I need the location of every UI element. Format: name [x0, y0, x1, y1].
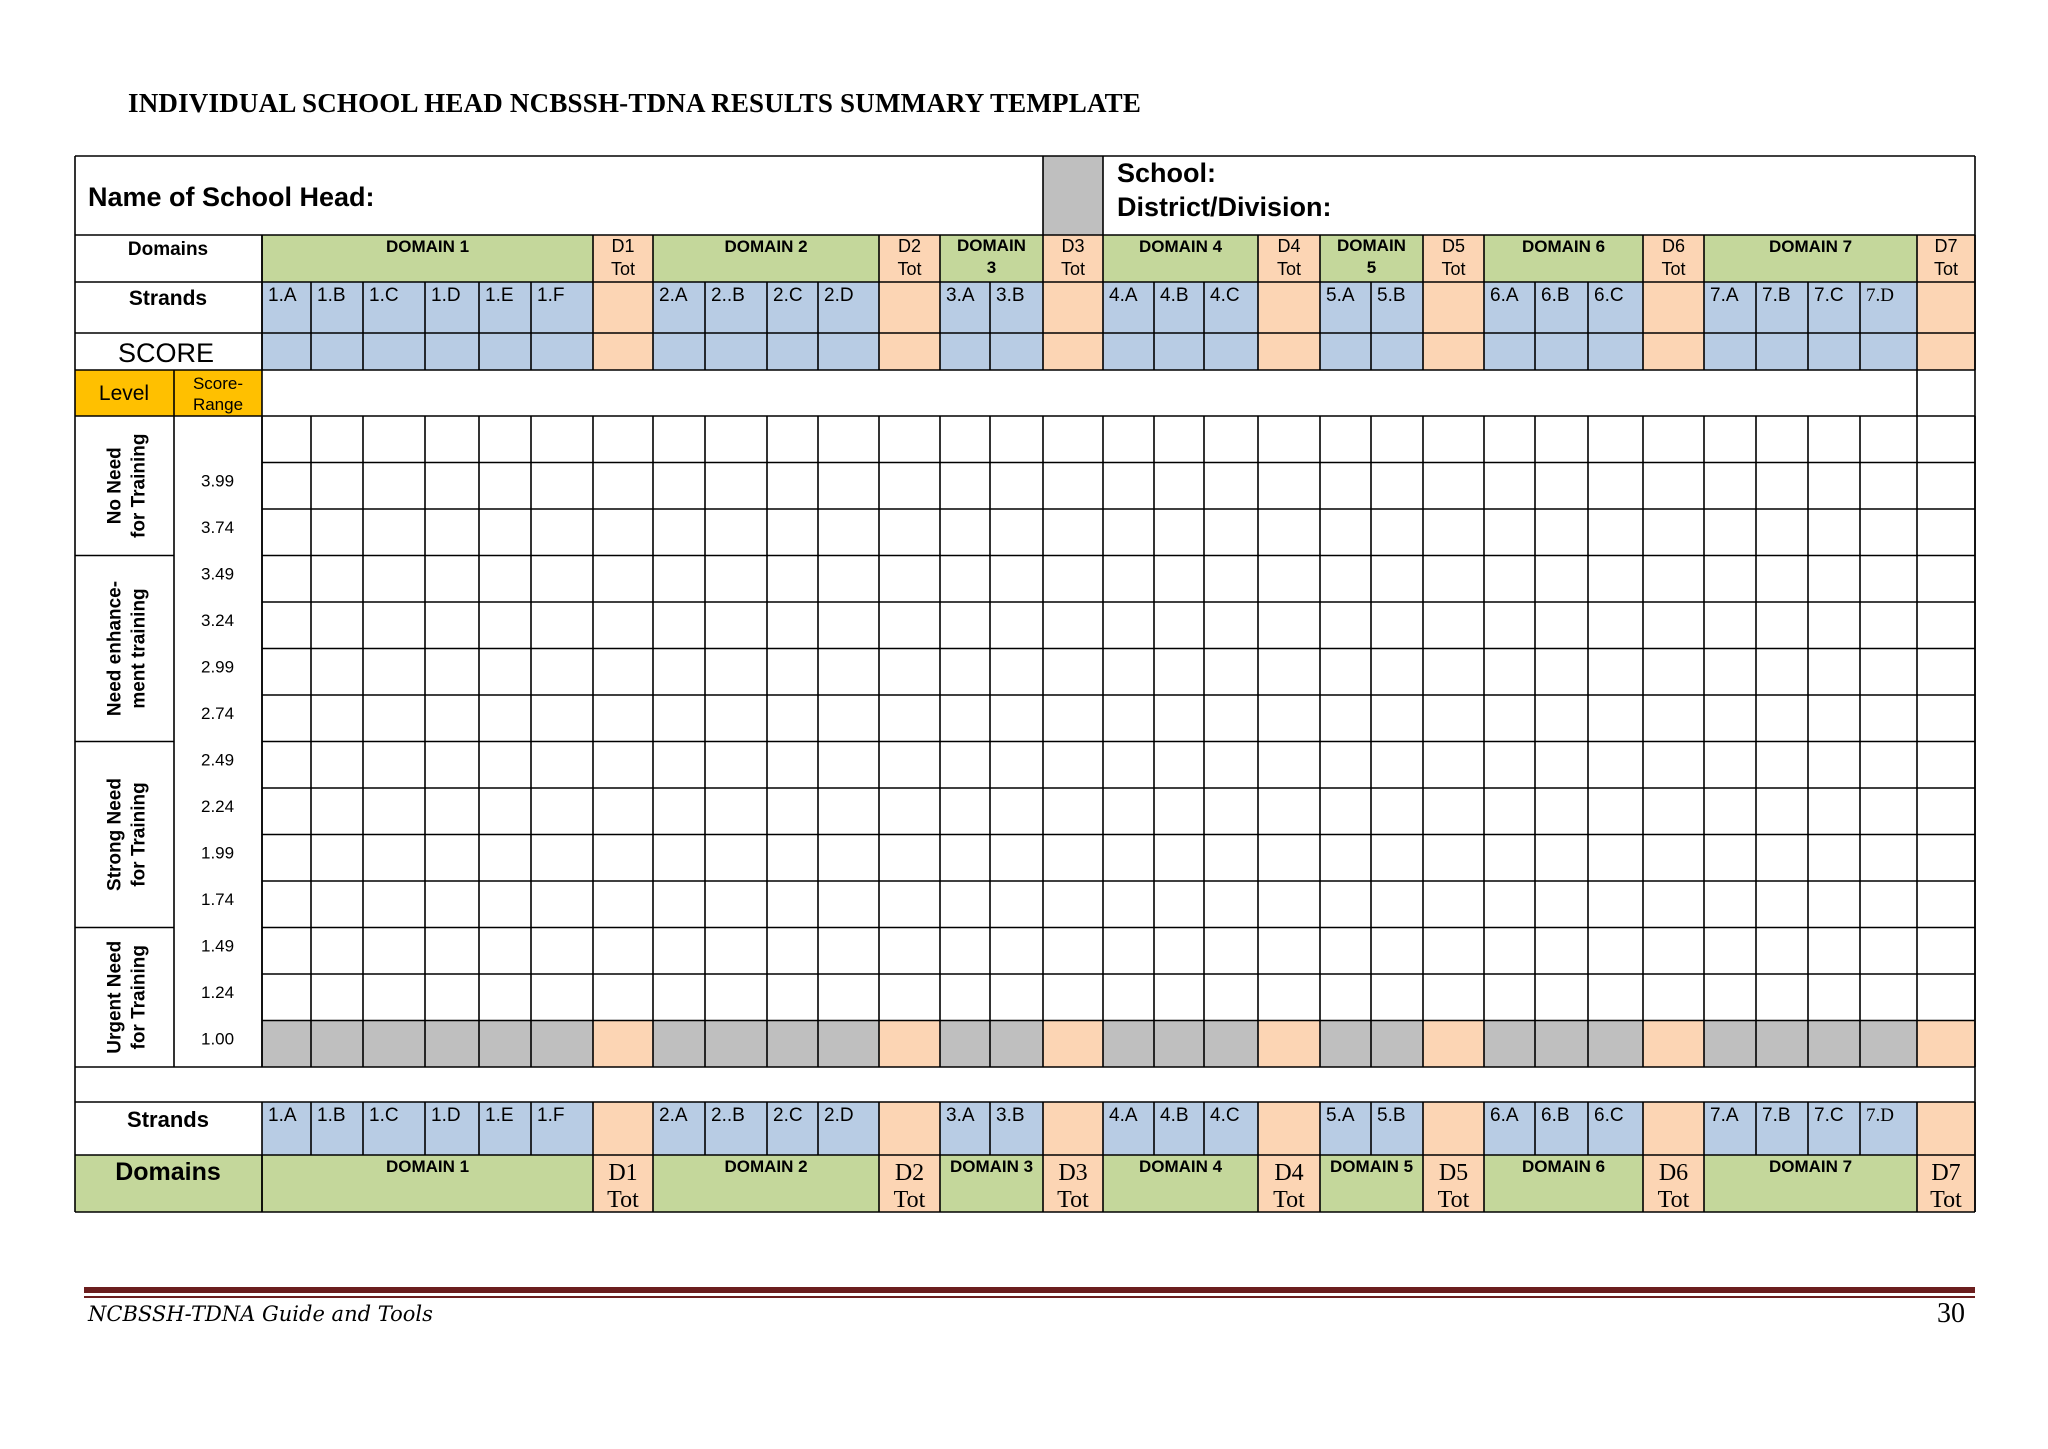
level-header-label: Level	[98, 382, 150, 405]
strands-row-label: Strands	[127, 1107, 209, 1132]
score-cell	[1704, 333, 1756, 370]
total-score-cell	[1043, 333, 1103, 370]
score-cell	[1535, 333, 1588, 370]
min-score-cell	[311, 1021, 363, 1068]
domain-header-label: DOMAIN 6	[1521, 237, 1606, 256]
score-range-header-label: Score-	[192, 374, 244, 393]
score-cell	[1204, 333, 1258, 370]
score-range-value: 1.49	[201, 936, 235, 956]
page-title: INDIVIDUAL SCHOOL HEAD NCBSSH-TDNA RESULTS SUMMARY TEMPLATE	[128, 88, 1142, 118]
score-cell	[311, 333, 363, 370]
strand-code: 2.D	[824, 285, 854, 306]
strand-code: 1.D	[431, 1105, 461, 1126]
min-score-cell	[940, 1021, 990, 1068]
level-label: Need enhance-	[104, 580, 126, 717]
total-strand-cell	[1423, 282, 1484, 333]
total-strand-cell	[1643, 282, 1704, 333]
total-score-cell	[1423, 333, 1484, 370]
strand-code: 3.A	[946, 285, 975, 306]
total-strand-cell	[593, 1102, 653, 1155]
strand-code: 1.E	[485, 285, 514, 306]
score-range-value: 3.74	[201, 518, 235, 537]
strand-code: 5.A	[1326, 285, 1355, 306]
level-label: for Training	[128, 782, 150, 887]
strand-code: 1.A	[268, 1105, 297, 1126]
strand-code: 7.C	[1814, 285, 1844, 306]
score-range-value: 1.74	[201, 890, 235, 909]
score-cell	[262, 333, 311, 370]
min-score-cell	[1756, 1021, 1808, 1068]
domain-header-label: DOMAIN	[1337, 236, 1406, 255]
total-strand-cell	[1917, 1102, 1975, 1155]
domain-header-label: DOMAIN 1	[385, 237, 470, 256]
strand-code: 4.A	[1109, 285, 1138, 306]
min-score-cell	[1103, 1021, 1154, 1068]
min-score-cell	[1423, 1021, 1484, 1068]
total-strand-cell	[1258, 282, 1320, 333]
strand-code: 6.B	[1541, 1105, 1570, 1126]
strand-code: 2.A	[659, 1105, 688, 1126]
total-score-cell	[1258, 333, 1320, 370]
min-score-cell	[1043, 1021, 1103, 1068]
min-score-cell	[1258, 1021, 1320, 1068]
domain-header-label: 3	[986, 258, 997, 277]
score-cell	[1484, 333, 1535, 370]
domain-header-label: DOMAIN 7	[1768, 237, 1853, 256]
score-cell	[1756, 333, 1808, 370]
min-score-cell	[653, 1021, 705, 1068]
domains-row-label: Domains	[127, 239, 209, 260]
domain-total-label: Tot	[610, 259, 636, 279]
domain-header-label: DOMAIN 3	[949, 1157, 1034, 1176]
strand-code: 4.B	[1160, 1105, 1189, 1126]
total-strand-cell	[879, 1102, 940, 1155]
total-score-cell	[1917, 333, 1975, 370]
total-strand-cell	[1423, 1102, 1484, 1155]
total-score-cell	[879, 333, 940, 370]
domain-total-label: D4	[1277, 236, 1301, 256]
min-score-cell	[593, 1021, 653, 1068]
score-cell	[705, 333, 767, 370]
school-head-name-label: Name of School Head:	[88, 182, 375, 212]
footer-guide-title: NCBSSH-TDNA Guide and Tools	[88, 1302, 433, 1326]
min-score-cell	[1704, 1021, 1756, 1068]
strand-code: 1.C	[369, 285, 399, 306]
domain-total-label: D7	[1931, 1160, 1961, 1186]
strand-code: 7.D	[1866, 285, 1894, 306]
score-range-value: 1.00	[201, 1029, 235, 1049]
score-range-value: 3.49	[201, 564, 235, 584]
min-score-cell	[1371, 1021, 1423, 1068]
min-score-cell	[1154, 1021, 1204, 1068]
score-range-header-label: Range	[192, 395, 244, 414]
domain-total-label: Tot	[1657, 1187, 1690, 1213]
strand-code: 5.B	[1377, 285, 1406, 306]
strand-code: 1.E	[485, 1105, 514, 1126]
level-label: for Training	[128, 433, 150, 538]
domain-total-label: D2	[894, 1160, 925, 1186]
domain-header-label: DOMAIN 6	[1521, 1157, 1606, 1176]
domain-total-label: Tot	[1060, 259, 1086, 279]
domain-header-label: DOMAIN 4	[1138, 1157, 1223, 1176]
min-score-cell	[479, 1021, 531, 1068]
total-strand-cell	[593, 282, 653, 333]
domain-total-label: Tot	[1437, 1187, 1470, 1213]
strand-code: 6.B	[1541, 285, 1570, 306]
domain-total-label: D6	[1658, 1160, 1689, 1186]
score-cell	[767, 333, 818, 370]
level-label: for Training	[128, 945, 150, 1050]
domain-header-label: DOMAIN 1	[385, 1157, 470, 1176]
min-score-cell	[767, 1021, 818, 1068]
strand-code: 7.A	[1710, 285, 1739, 306]
min-score-cell	[1808, 1021, 1860, 1068]
gray-cell	[1043, 156, 1103, 235]
domain-total-label: D3	[1058, 1160, 1088, 1186]
level-label: Strong Need	[104, 778, 126, 891]
strand-code: 6.C	[1594, 285, 1624, 306]
min-score-cell	[705, 1021, 767, 1068]
strand-code: 7.D	[1866, 1105, 1894, 1126]
domain-total-label: Tot	[1276, 259, 1302, 279]
total-strand-cell	[1258, 1102, 1320, 1155]
score-cell	[1103, 333, 1154, 370]
domain-header-label: 5	[1366, 258, 1377, 277]
domain-total-label: Tot	[1273, 1187, 1305, 1213]
level-label: ment training	[128, 588, 150, 709]
score-cell	[940, 333, 990, 370]
score-cell	[1860, 333, 1917, 370]
score-cell	[363, 333, 425, 370]
domain-header-label: DOMAIN	[957, 236, 1026, 255]
level-label: No Need	[104, 447, 126, 525]
strand-code: 4.C	[1210, 285, 1240, 306]
min-score-cell	[262, 1021, 311, 1068]
school-label: School:	[1117, 158, 1216, 188]
score-cell	[531, 333, 593, 370]
strand-code: 6.A	[1490, 1105, 1519, 1126]
score-cell	[1320, 333, 1371, 370]
domain-total-label: Tot	[1441, 259, 1466, 279]
score-range-value: 1.99	[201, 843, 235, 863]
min-score-cell	[531, 1021, 593, 1068]
total-strand-cell	[879, 282, 940, 333]
min-score-cell	[1204, 1021, 1258, 1068]
domain-total-label: Tot	[897, 259, 922, 279]
footer-rule-thin	[84, 1296, 1975, 1298]
strand-code: 1.F	[537, 285, 565, 306]
score-range-value: 1.24	[201, 983, 235, 1002]
score-range-value: 2.49	[201, 750, 235, 770]
total-strand-cell	[1917, 282, 1975, 333]
domain-header-label: DOMAIN 5	[1329, 1157, 1414, 1176]
min-score-cell	[1860, 1021, 1917, 1068]
min-score-cell	[1917, 1021, 1975, 1068]
score-cell	[1154, 333, 1204, 370]
domain-total-label: Tot	[1057, 1187, 1089, 1213]
strand-code: 7.B	[1762, 285, 1791, 306]
min-score-cell	[425, 1021, 479, 1068]
strand-code: 2.C	[773, 285, 803, 306]
strand-code: 7.A	[1710, 1105, 1739, 1126]
strand-code: 6.A	[1490, 285, 1519, 306]
score-cell	[479, 333, 531, 370]
level-label: Urgent Need	[104, 940, 126, 1054]
domain-total-label: Tot	[1933, 259, 1959, 279]
score-range-value: 2.74	[201, 704, 235, 723]
score-range-value: 3.24	[201, 611, 235, 630]
strand-code: 4.B	[1160, 285, 1189, 306]
strand-code: 1.F	[537, 1105, 565, 1126]
strand-code: 2..B	[711, 285, 745, 306]
strand-code: 5.B	[1377, 1105, 1406, 1126]
footer-rule	[84, 1287, 1975, 1293]
min-score-cell	[1588, 1021, 1643, 1068]
strand-code: 1.A	[268, 285, 297, 306]
min-score-cell	[1643, 1021, 1704, 1068]
strand-code: 4.C	[1210, 1105, 1240, 1126]
total-strand-cell	[1043, 282, 1103, 333]
domain-total-label: D2	[897, 236, 922, 256]
strand-code: 6.C	[1594, 1105, 1624, 1126]
strand-code: 2..B	[711, 1105, 745, 1126]
domain-total-label: Tot	[607, 1187, 639, 1213]
domain-total-label: D6	[1661, 236, 1686, 256]
min-score-cell	[1535, 1021, 1588, 1068]
strand-code: 7.C	[1814, 1105, 1844, 1126]
min-score-cell	[990, 1021, 1043, 1068]
domain-header-label: DOMAIN 4	[1138, 237, 1223, 256]
domain-total-label: Tot	[1661, 259, 1686, 279]
district-division-label: District/Division:	[1117, 192, 1332, 222]
strand-code: 2.D	[824, 1105, 854, 1126]
strand-code: 1.B	[317, 285, 346, 306]
min-score-cell	[818, 1021, 879, 1068]
score-cell	[990, 333, 1043, 370]
min-score-cell	[1320, 1021, 1371, 1068]
strand-code: 5.A	[1326, 1105, 1355, 1126]
strand-code: 3.B	[996, 285, 1025, 306]
page-number: 30	[1937, 1298, 1965, 1329]
score-cell	[1371, 333, 1423, 370]
score-range-value: 2.24	[201, 797, 235, 816]
strand-code: 7.B	[1762, 1105, 1791, 1126]
domain-header-label: DOMAIN 7	[1768, 1157, 1853, 1176]
domain-total-label: D4	[1274, 1160, 1304, 1186]
score-cell	[653, 333, 705, 370]
score-cell	[425, 333, 479, 370]
score-range-value: 3.99	[201, 471, 235, 491]
domains-row-label: Domains	[115, 1158, 221, 1186]
strands-row-label: Strands	[128, 287, 208, 310]
min-score-cell	[363, 1021, 425, 1068]
score-range-value: 2.99	[201, 657, 235, 677]
domain-total-label: D3	[1061, 236, 1085, 256]
domain-total-label: D7	[1934, 236, 1958, 256]
score-row-label: SCORE	[117, 338, 215, 368]
strand-code: 2.A	[659, 285, 688, 306]
strand-code: 1.B	[317, 1105, 346, 1126]
strand-code: 1.D	[431, 285, 461, 306]
total-score-cell	[593, 333, 653, 370]
strand-code: 1.C	[369, 1105, 399, 1126]
score-cell	[1588, 333, 1643, 370]
domain-header-label: DOMAIN 2	[724, 1157, 808, 1176]
domain-header-label: DOMAIN 2	[724, 237, 808, 256]
strand-code: 2.C	[773, 1105, 803, 1126]
min-score-cell	[1484, 1021, 1535, 1068]
score-cell	[818, 333, 879, 370]
strand-code: 3.A	[946, 1105, 975, 1126]
domain-total-label: D5	[1438, 1160, 1469, 1186]
domain-total-label: Tot	[1930, 1187, 1962, 1213]
strand-code: 3.B	[996, 1105, 1025, 1126]
min-score-cell	[879, 1021, 940, 1068]
total-strand-cell	[1643, 1102, 1704, 1155]
score-cell	[1808, 333, 1860, 370]
domain-total-label: D1	[611, 236, 635, 256]
strand-code: 4.A	[1109, 1105, 1138, 1126]
total-strand-cell	[1043, 1102, 1103, 1155]
domain-total-label: D1	[608, 1160, 638, 1186]
domain-total-label: D5	[1441, 236, 1466, 256]
domain-total-label: Tot	[893, 1187, 926, 1213]
total-score-cell	[1643, 333, 1704, 370]
